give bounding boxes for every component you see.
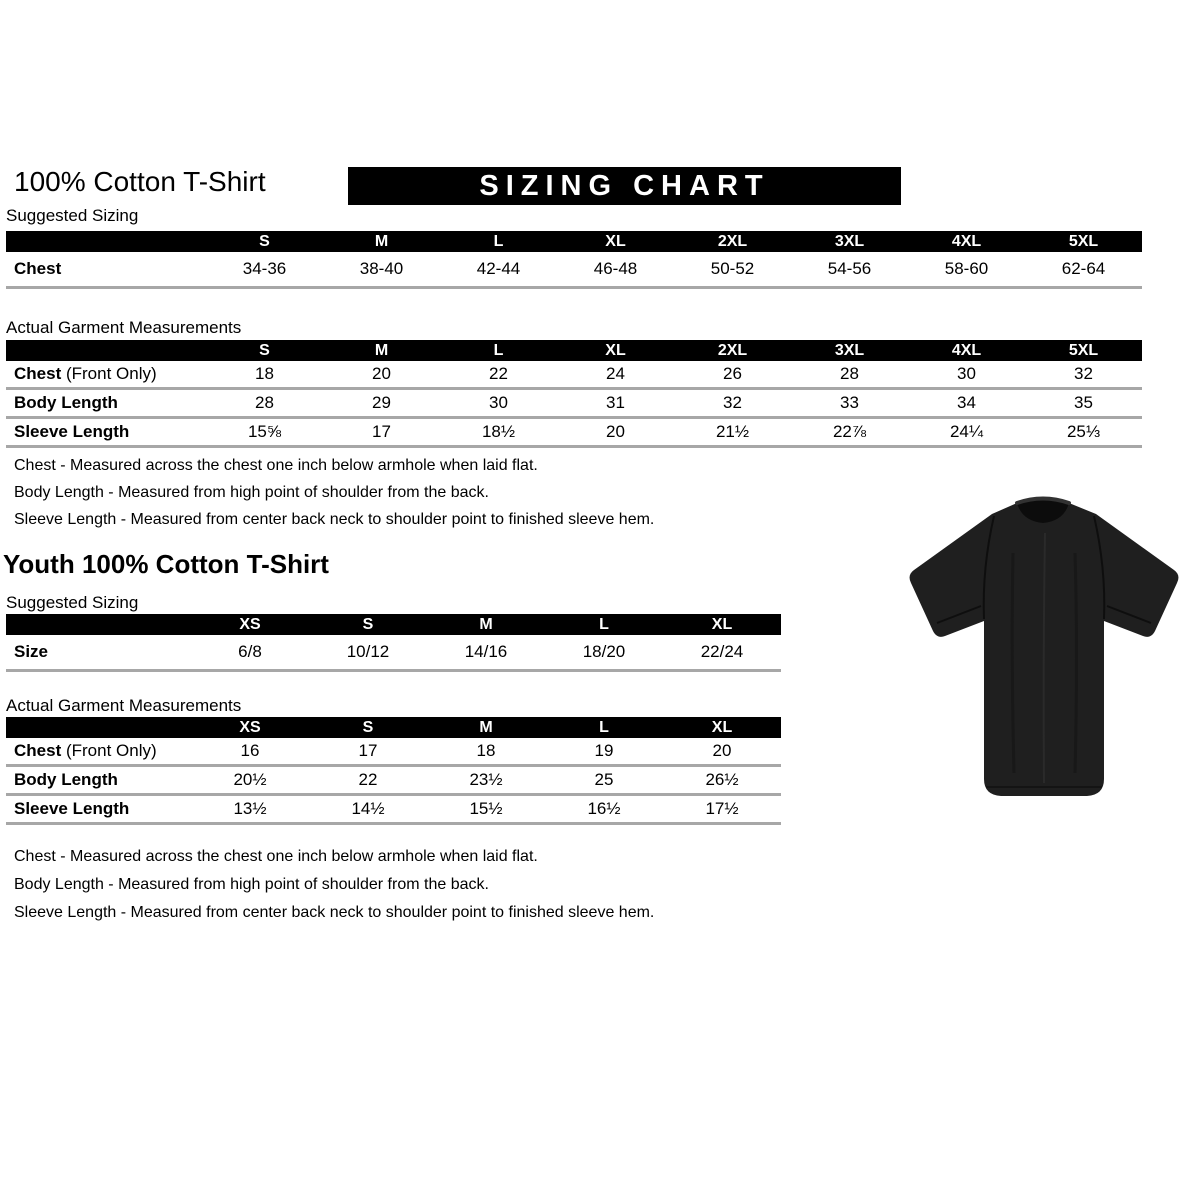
row-label-text: Body Length (14, 770, 118, 789)
measurement-cell: 20 (557, 418, 674, 447)
adult-measurement-notes (14, 452, 654, 533)
row-label (6, 766, 191, 795)
measurement-row (6, 635, 781, 671)
tshirt-graphic (893, 473, 1195, 818)
row-label-text: Sleeve Length (14, 799, 130, 818)
size-header-l: L (440, 340, 557, 361)
measurement-cell: 14½ (309, 795, 427, 824)
measurement-cell: 33 (791, 389, 908, 418)
size-header-4xl: 4XL (908, 340, 1025, 361)
youth-actual-measurements-table (6, 717, 781, 825)
row-label (6, 389, 206, 418)
measurement-cell: 22⅞ (791, 418, 908, 447)
measurement-cell: 62-64 (1025, 252, 1142, 288)
page-title: 100% Cotton T-Shirt (14, 166, 266, 197)
measurement-cell: 18½ (440, 418, 557, 447)
measurement-cell: 20 (323, 361, 440, 389)
measurement-cell: 23½ (427, 766, 545, 795)
measurement-cell: 20 (663, 738, 781, 766)
measurement-row (6, 389, 1142, 418)
size-header-xs: XS (191, 614, 309, 635)
measurement-cell: 6/8 (191, 635, 309, 671)
size-header-l: L (440, 231, 557, 252)
black-tshirt-image (893, 473, 1195, 818)
measurement-row (6, 766, 781, 795)
measurement-cell: 31 (557, 389, 674, 418)
measurement-cell: 18/20 (545, 635, 663, 671)
size-header-row (6, 614, 781, 635)
row-label: Chest (Front Only) (6, 361, 206, 389)
size-header-xl: XL (663, 614, 781, 635)
row-label (6, 635, 191, 671)
youth-measurement-notes (14, 843, 654, 927)
measurement-cell: 50-52 (674, 252, 791, 288)
measurement-row (6, 361, 1142, 389)
measurement-cell: 22 (440, 361, 557, 389)
measurement-cell: 18 (427, 738, 545, 766)
size-header-m: M (427, 717, 545, 738)
youth-suggested-sizing-table (6, 614, 781, 672)
measurement-cell: 16 (191, 738, 309, 766)
measurement-cell: 38-40 (323, 252, 440, 288)
measurement-cell: 22 (309, 766, 427, 795)
adult-actual-measurements-label: Actual Garment Measurements (6, 318, 242, 337)
note-body-length: Body Length - Measured from high point of shoulder from the back. (14, 876, 489, 893)
measurement-cell: 16½ (545, 795, 663, 824)
measurement-cell: 17 (309, 738, 427, 766)
size-header-l: L (545, 614, 663, 635)
measurement-cell: 22/24 (663, 635, 781, 671)
size-header-row (6, 717, 781, 738)
measurement-cell: 26 (674, 361, 791, 389)
measurement-cell: 42-44 (440, 252, 557, 288)
size-header-5xl: 5XL (1025, 340, 1142, 361)
row-label-text: Sleeve Length (14, 422, 130, 441)
size-header-5xl: 5XL (1025, 231, 1142, 252)
measurement-cell: 26½ (663, 766, 781, 795)
size-header-row (6, 340, 1142, 361)
measurement-cell: 17½ (663, 795, 781, 824)
measurement-row (6, 795, 781, 824)
note-chest: Chest - Measured across the chest one inch below armhole when laid flat. (14, 457, 538, 474)
row-label-text: Size (14, 642, 49, 661)
size-header-xl: XL (663, 717, 781, 738)
measurement-cell: 28 (206, 389, 323, 418)
measurement-cell: 19 (545, 738, 663, 766)
measurement-cell: 34 (908, 389, 1025, 418)
measurement-cell: 24 (557, 361, 674, 389)
adult-actual-measurements-table (6, 340, 1142, 448)
row-label-header (6, 340, 206, 361)
measurement-cell: 34-36 (206, 252, 323, 288)
adult-suggested-sizing-table (6, 231, 1142, 289)
row-label-text: Chest (14, 259, 62, 278)
youth-suggested-sizing-label: Suggested Sizing (6, 593, 139, 612)
measurement-cell: 25 (545, 766, 663, 795)
row-label (6, 795, 191, 824)
size-header-m: M (323, 231, 440, 252)
note-chest: Chest - Measured across the chest one inch below armhole when laid flat. (14, 848, 538, 865)
measurement-cell: 32 (1025, 361, 1142, 389)
measurement-row (6, 418, 1142, 447)
row-label-header (6, 231, 206, 252)
size-header-s: S (309, 614, 427, 635)
sizing-chart-banner (348, 167, 901, 205)
banner-text: SIZING CHART (479, 169, 770, 202)
size-header-2xl: 2XL (674, 231, 791, 252)
measurement-cell: 24¼ (908, 418, 1025, 447)
size-header-l: L (545, 717, 663, 738)
measurement-row (6, 252, 1142, 288)
youth-page-title: Youth 100% Cotton T-Shirt (3, 549, 329, 579)
youth-actual-measurements-label: Actual Garment Measurements (6, 696, 242, 715)
row-label-header (6, 614, 191, 635)
measurement-cell: 17 (323, 418, 440, 447)
size-header-4xl: 4XL (908, 231, 1025, 252)
size-header-2xl: 2XL (674, 340, 791, 361)
measurement-cell: 30 (440, 389, 557, 418)
adult-suggested-sizing-label: Suggested Sizing (6, 206, 139, 225)
row-label-header (6, 717, 191, 738)
measurement-cell: 30 (908, 361, 1025, 389)
size-header-xs: XS (191, 717, 309, 738)
measurement-cell: 46-48 (557, 252, 674, 288)
measurement-cell: 13½ (191, 795, 309, 824)
row-label (6, 252, 206, 288)
measurement-cell: 15½ (427, 795, 545, 824)
row-label-text: Chest (14, 741, 62, 760)
measurement-cell: 29 (323, 389, 440, 418)
measurement-cell: 54-56 (791, 252, 908, 288)
size-header-s: S (206, 340, 323, 361)
measurement-cell: 58-60 (908, 252, 1025, 288)
note-body-length: Body Length - Measured from high point of shoulder from the back. (14, 484, 489, 501)
row-label: Chest (Front Only) (6, 738, 191, 766)
row-label-text: Chest (14, 364, 62, 383)
size-header-xl: XL (557, 231, 674, 252)
measurement-cell: 20½ (191, 766, 309, 795)
size-header-s: S (309, 717, 427, 738)
note-sleeve-length: Sleeve Length - Measured from center back neck to shoulder point to finished sleeve hem. (14, 904, 655, 921)
size-header-row (6, 231, 1142, 252)
size-header-m: M (427, 614, 545, 635)
measurement-cell: 28 (791, 361, 908, 389)
measurement-cell: 25⅓ (1025, 418, 1142, 447)
measurement-cell: 14/16 (427, 635, 545, 671)
measurement-cell: 18 (206, 361, 323, 389)
row-label (6, 418, 206, 447)
size-header-3xl: 3XL (791, 340, 908, 361)
row-label-text: Body Length (14, 393, 118, 412)
measurement-row (6, 738, 781, 766)
measurement-cell: 15⅝ (206, 418, 323, 447)
measurement-cell: 10/12 (309, 635, 427, 671)
size-header-m: M (323, 340, 440, 361)
measurement-cell: 32 (674, 389, 791, 418)
size-header-s: S (206, 231, 323, 252)
note-sleeve-length: Sleeve Length - Measured from center back neck to shoulder point to finished sleeve hem. (14, 511, 655, 528)
measurement-cell: 21½ (674, 418, 791, 447)
size-header-xl: XL (557, 340, 674, 361)
size-header-3xl: 3XL (791, 231, 908, 252)
measurement-cell: 35 (1025, 389, 1142, 418)
